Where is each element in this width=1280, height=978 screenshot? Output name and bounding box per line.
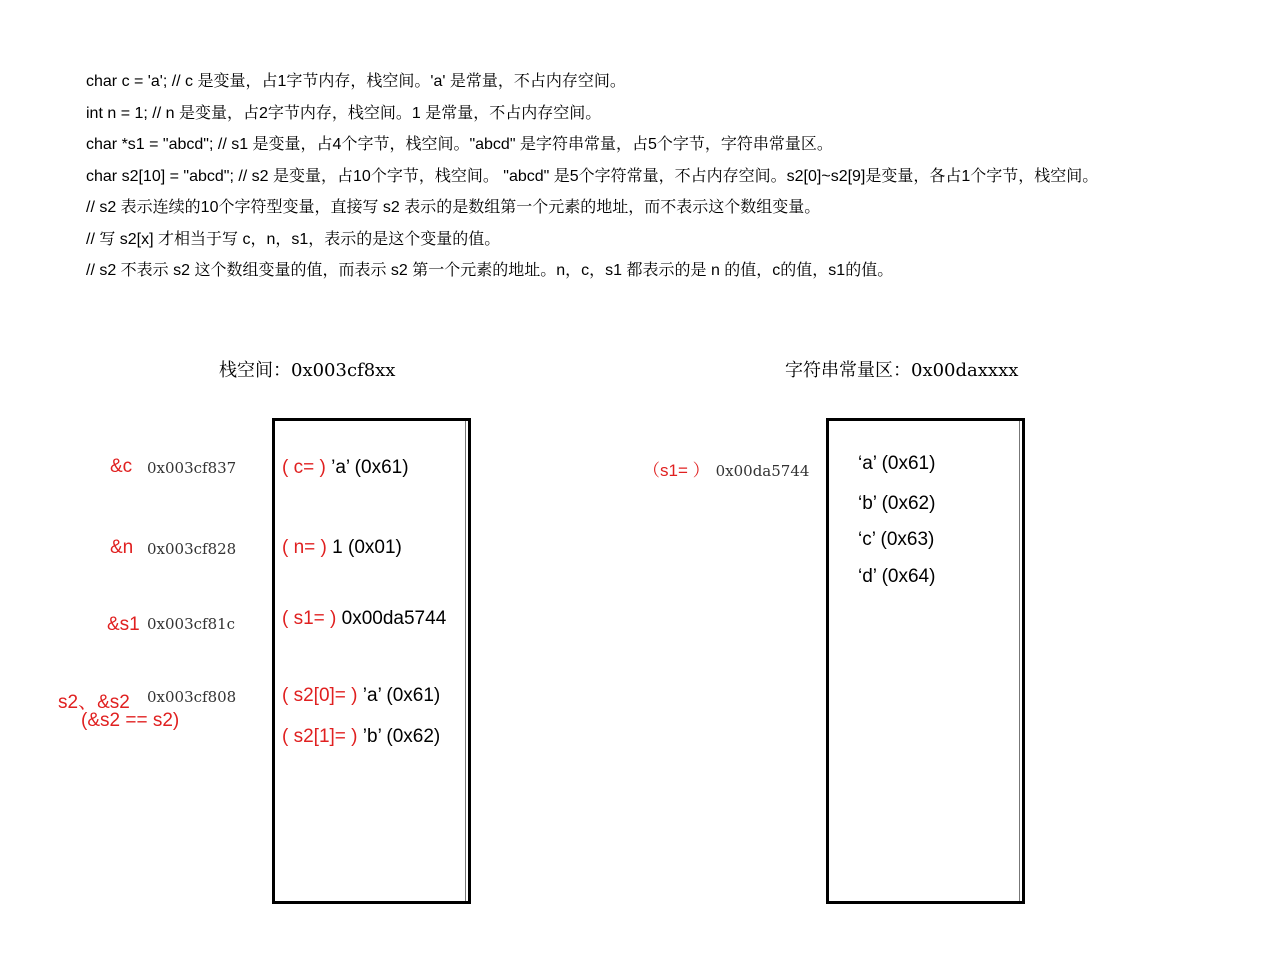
string-char-cell: ‘a’ (0x61) [858, 453, 936, 474]
string-char-cell: ‘d’ (0x64) [858, 566, 936, 587]
stack-pointer-note: (&s2 == s2) [81, 710, 180, 731]
string-pool-box [826, 418, 1025, 904]
note-line: // s2 不表示 s2 这个数组变量的值，而表示 s2 第一个元素的地址。n，c，s1 都表示的是 n 的值，c的值，s1的值。 [86, 262, 894, 279]
stack-cell-var: ( s2[0]= ) [282, 685, 358, 706]
stack-address: 0x003cf81c [147, 615, 236, 633]
stack-pointer-label: &c [110, 456, 133, 477]
stack-cell [282, 457, 409, 479]
stack-cell [282, 537, 402, 559]
stack-address: 0x003cf828 [147, 540, 237, 558]
s1-pointer-target [643, 456, 809, 481]
stack-cell-var: ( s2[1]= ) [282, 726, 358, 747]
stack-cell-value: ’b’ (0x62) [362, 726, 441, 747]
s1-pointer-address: 0x00da5744 [715, 462, 810, 480]
note-line: char c = 'a'; // c 是变量，占1字节内存，栈空间。'a' 是常量，不占内存空间。 [86, 73, 626, 90]
stack-cell [282, 726, 440, 748]
stack-pointer-label: &s1 [107, 614, 140, 635]
stack-cell-var: ( s1= ) [282, 608, 337, 629]
stack-pointer-label: s2、&s2 [58, 692, 130, 713]
stack-cell-value: 0x00da5744 [341, 608, 447, 629]
note-line: // s2 表示连续的10个字符型变量，直接写 s2 表示的是数组第一个元素的地址，而不表示这个数组变量。 [86, 199, 821, 216]
string-char-cell: ‘c’ (0x63) [858, 529, 935, 550]
stack-cell-var: ( c= ) [282, 457, 326, 478]
note-line: char *s1 = "abcd"; // s1 是变量，占4个字节，栈空间。"abcd" 是字符串常量，占5个字节，字符串常量区。 [86, 136, 833, 153]
note-line: char s2[10] = "abcd"; // s2 是变量，占10个字节，栈空间。 "abcd" 是5个字符常量，不占内存空间。s2[0]~s2[9]是变量，各占1个字节，栈空间。 [86, 167, 1099, 185]
code-notes [86, 66, 1098, 287]
string-char-cell: ‘b’ (0x62) [858, 493, 936, 514]
stack-cell [282, 685, 440, 707]
stack-pointer-label: &n [110, 537, 134, 558]
stack-cell-value: ’a’ (0x61) [331, 457, 409, 478]
stack-memory-box [272, 418, 471, 904]
string-pool-title: 字符串常量区：0x00daxxxx [785, 360, 1019, 381]
stack-address: 0x003cf808 [147, 688, 237, 706]
stack-address: 0x003cf837 [147, 459, 237, 477]
stack-cell-value: ’a’ (0x61) [362, 685, 441, 706]
note-line: int n = 1; // n 是变量，占2字节内存，栈空间。1 是常量，不占内存空间。 [86, 104, 602, 122]
stack-cell-var: ( n= ) [282, 537, 327, 558]
stack-cell [282, 608, 446, 630]
s1-pointer-var: （s1= ） [643, 461, 710, 480]
stack-title: 栈空间：0x003cf8xx [219, 360, 396, 381]
stack-cell-value: 1 (0x01) [332, 537, 402, 558]
note-line: // 写 s2[x] 才相当于写 c，n，s1，表示的是这个变量的值。 [86, 230, 501, 248]
